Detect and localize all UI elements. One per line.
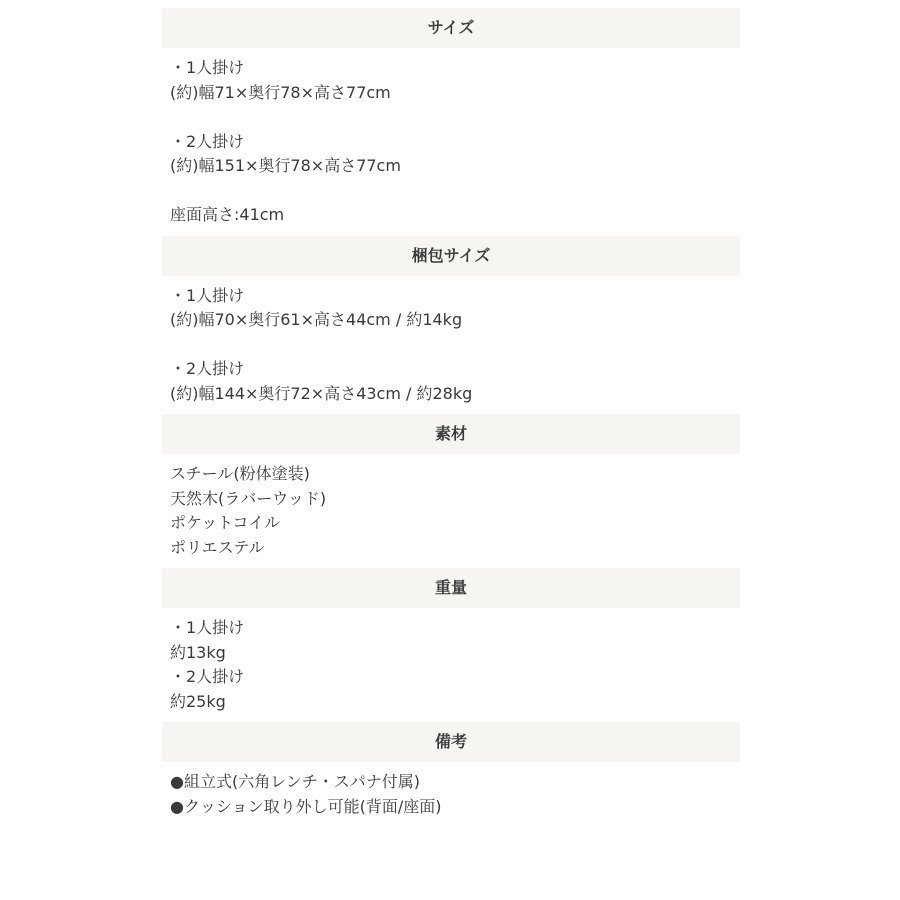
spec-line: ・2人掛け: [170, 667, 245, 686]
section-header-package-size: 梱包サイズ: [162, 236, 740, 276]
spec-line: (約)幅144×奥行72×高さ43cm / 約28kg: [170, 383, 473, 403]
section-header-notes: 備考: [162, 722, 740, 762]
section-weight: [162, 568, 740, 722]
spec-table: [162, 8, 740, 827]
spacer: [170, 179, 740, 204]
section-header-material: 素材: [162, 414, 740, 454]
spec-line: ・1人掛け: [170, 58, 245, 77]
spacer: [170, 105, 740, 130]
section-body-size: [162, 48, 740, 236]
spec-line: ●組立式(六角レンチ・スパナ付属): [170, 772, 421, 791]
section-body-material: [162, 454, 740, 568]
section-header-size: サイズ: [162, 8, 740, 48]
spec-line: ●クッション取り外し可能(背面/座面): [170, 796, 442, 816]
spec-line: ・1人掛け: [170, 618, 245, 637]
spec-line: ・2人掛け: [170, 131, 245, 151]
section-material: [162, 414, 740, 568]
spec-line: (約)幅70×奥行61×高さ44cm / 約14kg: [170, 310, 463, 329]
spec-line: (約)幅151×奥行78×高さ77cm: [170, 156, 401, 175]
spec-line: 約25kg: [170, 691, 226, 711]
section-notes: [162, 722, 740, 827]
section-body-notes: [162, 762, 740, 827]
section-header-weight: 重量: [162, 568, 740, 608]
spacer: [170, 333, 740, 358]
spec-line: (約)幅71×奥行78×高さ77cm: [170, 82, 391, 102]
spec-line: 約13kg: [170, 642, 226, 662]
spec-line: ・1人掛け: [170, 285, 245, 305]
spec-line: 天然木(ラバーウッド): [170, 488, 327, 508]
section-body-weight: [162, 608, 740, 722]
spec-line: スチール(粉体塗装): [170, 464, 310, 483]
spec-line: ポケットコイル: [170, 513, 281, 532]
spec-line: ・2人掛け: [170, 359, 245, 378]
spec-line: ポリエステル: [170, 537, 265, 557]
section-size: [162, 8, 740, 236]
section-body-package-size: [162, 276, 740, 415]
spec-line: 座面高さ:41cm: [170, 205, 285, 224]
section-package-size: [162, 236, 740, 415]
